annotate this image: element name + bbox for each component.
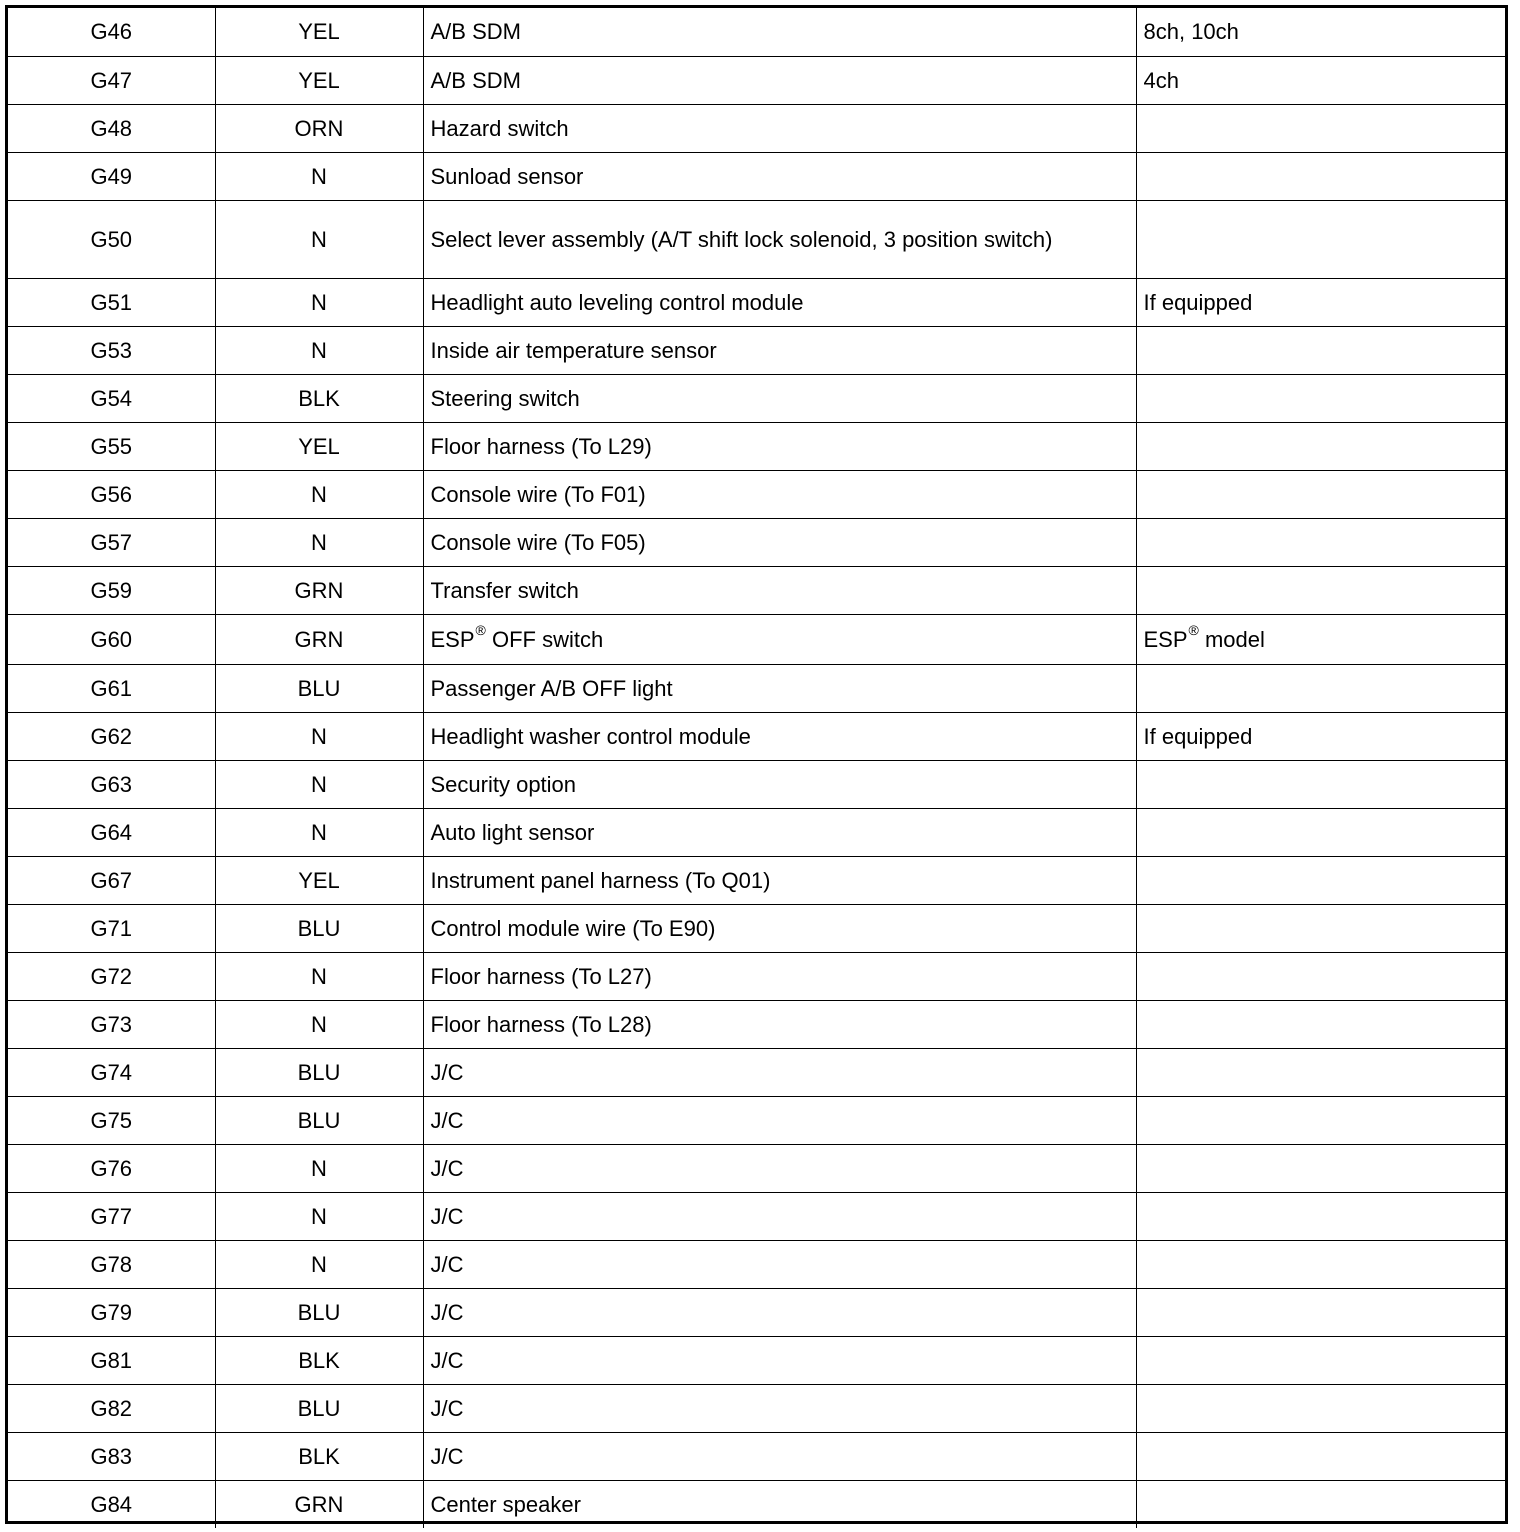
- wire-color: BLU: [215, 904, 423, 952]
- table-row: [8, 422, 1505, 470]
- registered-mark: ®: [1188, 622, 1199, 639]
- connector-remark: [1136, 1000, 1505, 1048]
- wire-color: GRN: [215, 566, 423, 614]
- connector-code: G79: [8, 1288, 215, 1336]
- table-row: [8, 952, 1505, 1000]
- table-row: [8, 566, 1505, 614]
- connector-remark: [1136, 152, 1505, 200]
- table-row: [8, 1000, 1505, 1048]
- wire-color: N: [215, 808, 423, 856]
- table-row: [8, 518, 1505, 566]
- table-row: [8, 56, 1505, 104]
- table-row: [8, 614, 1505, 664]
- connector-remark: If equipped: [1136, 278, 1505, 326]
- connector-code: G61: [8, 664, 215, 712]
- wire-color: N: [215, 760, 423, 808]
- connector-code: G64: [8, 808, 215, 856]
- connector-description: Inside air temperature sensor: [423, 326, 1136, 374]
- connector-code: G77: [8, 1192, 215, 1240]
- connector-remark: [1136, 566, 1505, 614]
- wire-color: YEL: [215, 856, 423, 904]
- connector-description: J/C: [423, 1384, 1136, 1432]
- connector-remark: [1136, 856, 1505, 904]
- connector-code: G49: [8, 152, 215, 200]
- connector-remark: [1136, 1096, 1505, 1144]
- table-row: [8, 470, 1505, 518]
- connector-description: A/B SDM: [423, 56, 1136, 104]
- connector-code: G82: [8, 1384, 215, 1432]
- connector-description: Floor harness (To L28): [423, 1000, 1136, 1048]
- table-row: [8, 1192, 1505, 1240]
- connector-remark: If equipped: [1136, 712, 1505, 760]
- connector-remark: [1136, 1288, 1505, 1336]
- table-row: [8, 374, 1505, 422]
- table-row: [8, 712, 1505, 760]
- connector-code: G76: [8, 1144, 215, 1192]
- wire-color: GRN: [215, 614, 423, 664]
- connector-code: G57: [8, 518, 215, 566]
- table-row: [8, 664, 1505, 712]
- connector-remark: [1136, 904, 1505, 952]
- connector-description: Hazard switch: [423, 104, 1136, 152]
- table-row: [8, 1432, 1505, 1480]
- wire-color: N: [215, 952, 423, 1000]
- table-row: [8, 1480, 1505, 1528]
- connector-remark: 8ch, 10ch: [1136, 8, 1505, 56]
- wire-color: N: [215, 200, 423, 278]
- wire-color: N: [215, 1240, 423, 1288]
- wire-color: BLU: [215, 1096, 423, 1144]
- wire-color: BLK: [215, 374, 423, 422]
- wire-color: N: [215, 278, 423, 326]
- wire-color: N: [215, 1192, 423, 1240]
- table-row: [8, 1144, 1505, 1192]
- connector-code: G71: [8, 904, 215, 952]
- wire-color: N: [215, 1000, 423, 1048]
- wire-color: N: [215, 152, 423, 200]
- connector-code: G84: [8, 1480, 215, 1528]
- connector-code: G78: [8, 1240, 215, 1288]
- connector-code: G54: [8, 374, 215, 422]
- connector-code: G55: [8, 422, 215, 470]
- connector-description: J/C: [423, 1288, 1136, 1336]
- wire-color: BLU: [215, 1288, 423, 1336]
- connector-description: Console wire (To F05): [423, 518, 1136, 566]
- connector-remark: [1136, 326, 1505, 374]
- connector-code: G62: [8, 712, 215, 760]
- connector-remark: [1136, 422, 1505, 470]
- connector-description: Auto light sensor: [423, 808, 1136, 856]
- connector-remark: [1136, 104, 1505, 152]
- table-row: [8, 760, 1505, 808]
- table-row: [8, 808, 1505, 856]
- connector-description: J/C: [423, 1336, 1136, 1384]
- connector-description: Transfer switch: [423, 566, 1136, 614]
- table-row: [8, 1336, 1505, 1384]
- connector-remark: [1136, 1240, 1505, 1288]
- connector-code: G81: [8, 1336, 215, 1384]
- wire-color: YEL: [215, 422, 423, 470]
- connector-remark: [1136, 760, 1505, 808]
- description-text: ESP: [430, 626, 475, 652]
- connector-code: G83: [8, 1432, 215, 1480]
- connector-remark: [1136, 374, 1505, 422]
- connector-description: Floor harness (To L29): [423, 422, 1136, 470]
- connector-description: Center speaker: [423, 1480, 1136, 1528]
- wire-color: BLU: [215, 664, 423, 712]
- connector-description: Console wire (To F01): [423, 470, 1136, 518]
- table-row: [8, 1096, 1505, 1144]
- table-row: [8, 200, 1505, 278]
- connector-description: J/C: [423, 1096, 1136, 1144]
- description-text: OFF switch: [485, 626, 604, 652]
- connector-description: Instrument panel harness (To Q01): [423, 856, 1136, 904]
- connector-remark: [1136, 952, 1505, 1000]
- connector-code: G60: [8, 614, 215, 664]
- connector-code: G53: [8, 326, 215, 374]
- connector-table: [5, 5, 1508, 1524]
- wire-color: BLU: [215, 1384, 423, 1432]
- wire-color: N: [215, 326, 423, 374]
- connector-description: Headlight washer control module: [423, 712, 1136, 760]
- connector-code: G59: [8, 566, 215, 614]
- connector-remark: [1136, 1192, 1505, 1240]
- connector-description: Sunload sensor: [423, 152, 1136, 200]
- wire-color: BLK: [215, 1432, 423, 1480]
- connector-description: J/C: [423, 1192, 1136, 1240]
- table-row: [8, 856, 1505, 904]
- remark-text: ESP: [1143, 626, 1188, 652]
- connector-remark: [1136, 1384, 1505, 1432]
- connector-remark: [1136, 808, 1505, 856]
- connector-description: Passenger A/B OFF light: [423, 664, 1136, 712]
- connector-remark: [1136, 518, 1505, 566]
- table-row: [8, 278, 1505, 326]
- wire-color: N: [215, 712, 423, 760]
- connector-code: G73: [8, 1000, 215, 1048]
- table-row: [8, 1048, 1505, 1096]
- wire-color: YEL: [215, 56, 423, 104]
- wire-color: N: [215, 470, 423, 518]
- wire-color: BLK: [215, 1336, 423, 1384]
- connector-code: G74: [8, 1048, 215, 1096]
- connector-description: Floor harness (To L27): [423, 952, 1136, 1000]
- connector-code: G47: [8, 56, 215, 104]
- connector-code: G50: [8, 200, 215, 278]
- table-row: [8, 326, 1505, 374]
- wire-color: N: [215, 1144, 423, 1192]
- connector-remark: [1136, 1336, 1505, 1384]
- connector-code: G48: [8, 104, 215, 152]
- connector-description: A/B SDM: [423, 8, 1136, 56]
- wire-color: N: [215, 518, 423, 566]
- connector-code: G72: [8, 952, 215, 1000]
- connector-remark: [1136, 1480, 1505, 1528]
- connector-code: G51: [8, 278, 215, 326]
- table-row: [8, 1384, 1505, 1432]
- connector-description: Control module wire (To E90): [423, 904, 1136, 952]
- connector-remark: [1136, 1432, 1505, 1480]
- connector-description: Steering switch: [423, 374, 1136, 422]
- connector-description: J/C: [423, 1144, 1136, 1192]
- table-row: [8, 1288, 1505, 1336]
- connector-remark: [1136, 1144, 1505, 1192]
- connector-description: Select lever assembly (A/T shift lock solenoid, 3 position switch): [423, 200, 1136, 278]
- connector-remark: [1136, 664, 1505, 712]
- connector-code: G56: [8, 470, 215, 518]
- table-row: [8, 1240, 1505, 1288]
- connector-description: [423, 614, 1136, 664]
- connector-description: Headlight auto leveling control module: [423, 278, 1136, 326]
- table-row: [8, 152, 1505, 200]
- wire-color: YEL: [215, 8, 423, 56]
- connector-code: G63: [8, 760, 215, 808]
- connector-remark: [1136, 470, 1505, 518]
- table-row: [8, 104, 1505, 152]
- registered-mark: ®: [475, 622, 486, 639]
- connector-remark: [1136, 614, 1505, 664]
- connector-remark: 4ch: [1136, 56, 1505, 104]
- connector-code: G67: [8, 856, 215, 904]
- table-row: [8, 8, 1505, 56]
- remark-text: model: [1198, 626, 1265, 652]
- connector-remark: [1136, 200, 1505, 278]
- table-row: [8, 904, 1505, 952]
- connector-description: J/C: [423, 1240, 1136, 1288]
- wire-color: ORN: [215, 104, 423, 152]
- connector-description: J/C: [423, 1432, 1136, 1480]
- connector-list: [8, 8, 1505, 1528]
- connector-description: J/C: [423, 1048, 1136, 1096]
- connector-code: G75: [8, 1096, 215, 1144]
- connector-code: G46: [8, 8, 215, 56]
- wire-color: BLU: [215, 1048, 423, 1096]
- connector-remark: [1136, 1048, 1505, 1096]
- connector-description: Security option: [423, 760, 1136, 808]
- wire-color: GRN: [215, 1480, 423, 1528]
